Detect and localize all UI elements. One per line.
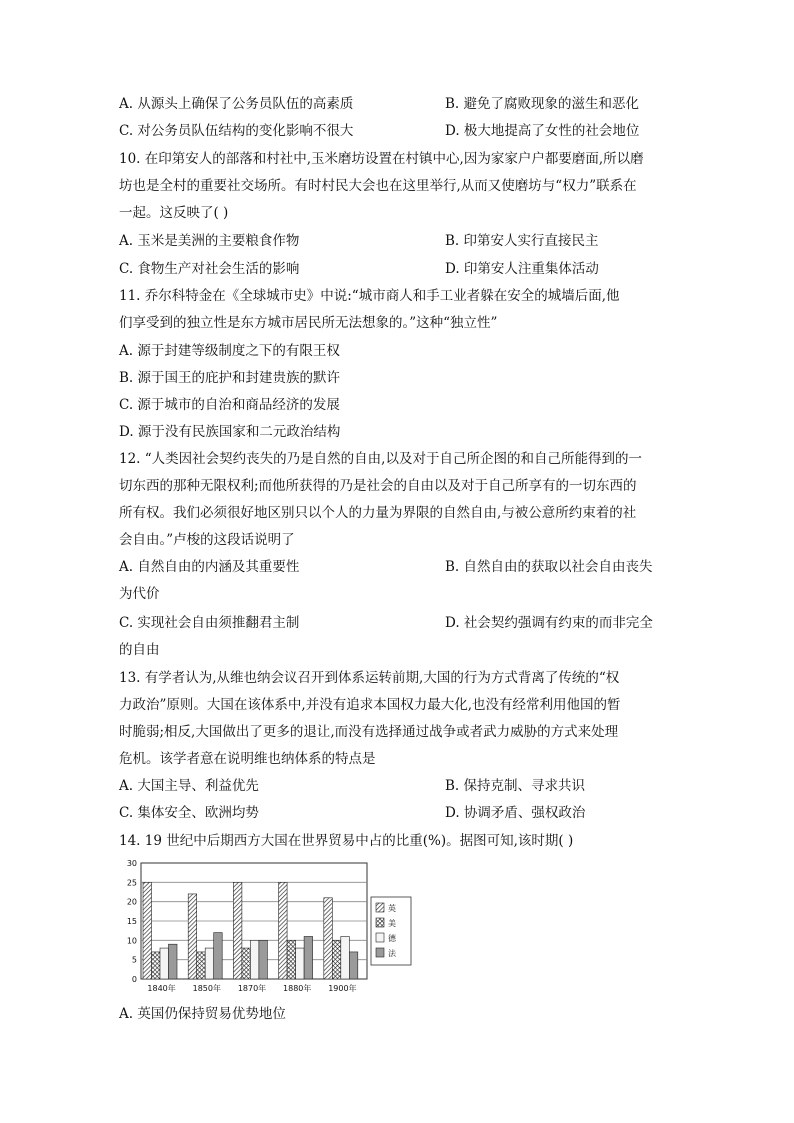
x-tick-label: 1900年 <box>328 984 357 993</box>
answer-option[interactable]: B. 保持克制、寻求共识 <box>445 778 586 794</box>
y-tick-label: 5 <box>131 955 137 965</box>
bar-crosshatch <box>287 940 296 979</box>
bar-crosshatch <box>152 952 161 979</box>
legend-swatch <box>376 948 384 957</box>
bar-chart-svg <box>119 857 419 997</box>
bar-diagonal <box>324 898 333 979</box>
y-tick-label: 25 <box>126 878 137 888</box>
answer-option[interactable]: B. 源于国王的庇护和封建贵族的默许 <box>119 370 341 386</box>
legend-swatch <box>376 903 384 912</box>
x-tick-label: 1880年 <box>283 984 312 993</box>
question-text-line: 会自由。”卢梭的这段话说明了 <box>119 532 295 548</box>
bar-crosshatch <box>242 948 251 979</box>
answer-option[interactable]: D. 源于没有民族国家和二元政治结构 <box>119 424 341 440</box>
question-text-line: 们享受到的独立性是东方城市居民所无法想象的。”这种“独立性” <box>119 315 498 331</box>
bar-gray <box>349 952 358 979</box>
y-tick-label: 20 <box>126 897 137 907</box>
question-text-line: 12. “人类因社会契约丧失的乃是自然的自由,以及对于自己所企图的和自己所能得到的一 <box>119 451 642 467</box>
trade-share-chart <box>119 857 419 997</box>
answer-option[interactable]: C. 源于城市的自治和商品经济的发展 <box>119 397 340 413</box>
answer-option[interactable]: A. 自然自由的内涵及其重要性 <box>119 559 300 575</box>
y-tick-label: 0 <box>131 975 137 984</box>
x-tick-label: 1870年 <box>237 984 267 993</box>
question-text-line: 的自由 <box>119 642 160 658</box>
question-text-line: 14. 19 世纪中后期西方大国在世界贸易中占的比重(%)。据图可知,该时期( ) <box>119 833 574 849</box>
x-tick-label: 1850年 <box>192 984 221 993</box>
legend-label: 法 <box>388 949 396 958</box>
answer-option[interactable]: B. 避免了腐败现象的滋生和恶化 <box>445 96 640 112</box>
bar-light <box>296 948 305 979</box>
answer-option[interactable]: C. 实现社会自由须推翻君主制 <box>119 615 300 631</box>
answer-option[interactable]: C. 集体安全、欧洲均势 <box>119 805 259 821</box>
question-text-line: 危机。该学者意在说明维也纳体系的特点是 <box>119 751 376 767</box>
answer-option[interactable]: B. 自然自由的获取以社会自由丧失 <box>445 559 653 575</box>
legend-label: 德 <box>388 934 396 943</box>
legend-swatch <box>376 918 384 927</box>
bar-light <box>160 948 169 979</box>
bar-light <box>341 936 350 979</box>
question-text-line: 切东西的那种无限权利;而他所获得的乃是社会的自由以及对于自己所享有的一切东西的 <box>119 478 637 494</box>
bar-crosshatch <box>332 940 341 979</box>
bar-diagonal <box>143 882 152 979</box>
answer-option[interactable]: C. 对公务员队伍结构的变化影响不很大 <box>119 123 354 139</box>
bar-gray <box>169 944 178 979</box>
bar-diagonal <box>188 894 197 979</box>
answer-option[interactable]: D. 极大地提高了女性的社会地位 <box>445 123 640 139</box>
y-tick-label: 30 <box>126 859 137 868</box>
answer-option[interactable]: B. 印第安人实行直接民主 <box>445 233 599 249</box>
bar-gray <box>259 940 268 979</box>
question-text-line: 坊也是全村的重要社交场所。有时村民大会也在这里举行,从而又使磨坊与“权力”联系在 <box>119 178 637 194</box>
answer-option[interactable]: C. 食物生产对社会生活的影响 <box>119 261 300 277</box>
question-text-line: 一起。这反映了( ) <box>119 205 229 221</box>
question-text-line: 13. 有学者认为,从维也纳会议召开到体系运转前期,大国的行为方式背离了传统的“权 <box>119 670 620 686</box>
answer-option[interactable]: A. 源于封建等级制度之下的有限王权 <box>119 343 340 359</box>
answer-option[interactable]: D. 协调矛盾、强权政治 <box>445 805 586 821</box>
answer-option[interactable]: A. 玉米是美洲的主要粮食作物 <box>119 233 300 249</box>
bar-gray <box>214 933 223 979</box>
legend-label: 美 <box>388 919 396 928</box>
legend-label: 英 <box>388 904 396 913</box>
bar-crosshatch <box>197 952 206 979</box>
answer-option[interactable]: A. 大国主导、利益优先 <box>119 778 259 794</box>
question-text-line: 10. 在印第安人的部落和村社中,玉米磨坊设置在村镇中心,因为家家户户都要磨面,所以磨 <box>119 151 644 167</box>
answer-option[interactable]: D. 社会契约强调有约束的而非完全 <box>445 615 653 631</box>
question-text-line: 11. 乔尔科特金在《全球城市史》中说:“城市商人和手工业者躲在安全的城墙后面,他 <box>119 288 620 304</box>
legend-swatch <box>376 933 384 942</box>
bar-light <box>250 940 259 979</box>
bar-light <box>205 948 214 979</box>
question-text-line: 所有权。我们必须很好地区别只以个人的力量为界限的自然自由,与被公意所约束着的社 <box>119 505 637 521</box>
answer-option[interactable]: D. 印第安人注重集体活动 <box>445 261 599 277</box>
y-tick-label: 15 <box>126 917 137 926</box>
bar-diagonal <box>279 882 288 979</box>
bar-gray <box>304 936 313 979</box>
bar-diagonal <box>233 882 242 979</box>
answer-option[interactable]: A. 从源头上确保了公务员队伍的高素质 <box>119 96 354 112</box>
answer-option[interactable]: A. 英国仍保持贸易优势地位 <box>119 1006 286 1022</box>
question-text-line: 时脆弱;相反,大国做出了更多的退让,而没有选择通过战争或者武力威胁的方式来处理 <box>119 724 619 740</box>
y-tick-label: 10 <box>126 936 137 946</box>
x-tick-label: 1840年 <box>147 984 176 993</box>
question-text-line: 为代价 <box>119 586 160 602</box>
question-text-line: 力政治”原则。大国在该体系中,并没有追求本国权力最大化,也没有经常利用他国的暂 <box>119 697 621 713</box>
